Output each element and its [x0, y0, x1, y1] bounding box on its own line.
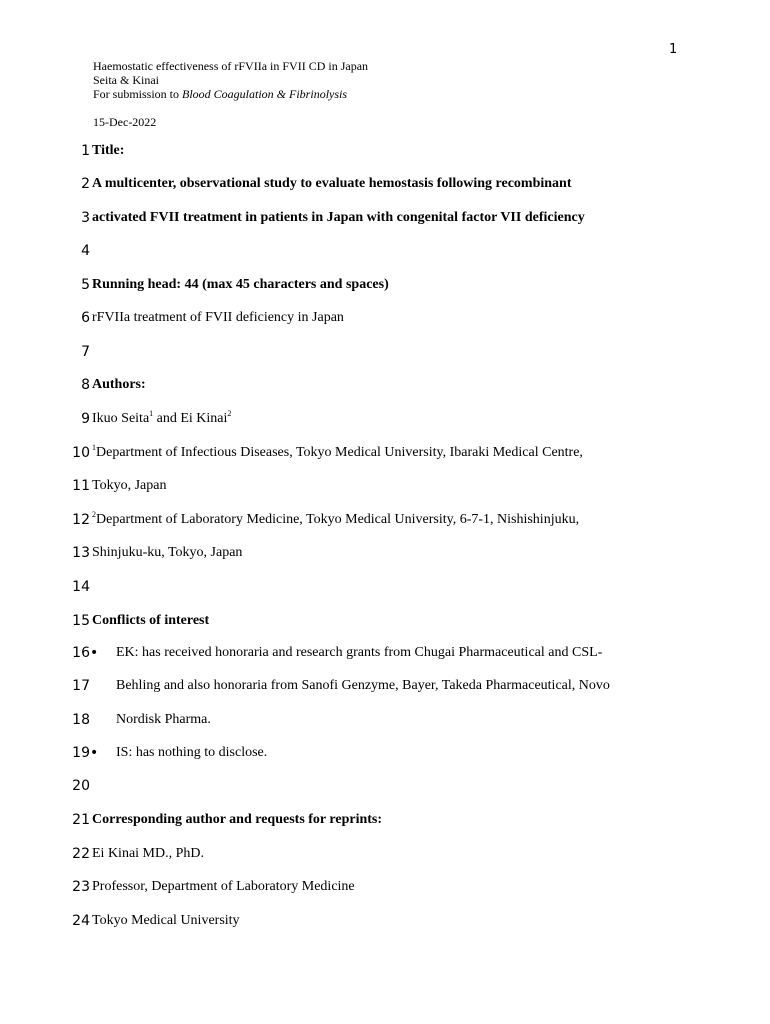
header-submission: For submission to Blood Coagulation & Fibrinolysis [93, 87, 348, 101]
line-number: 2 [81, 176, 90, 192]
bullet-icon: • [90, 645, 99, 661]
line-number: 11 [72, 478, 90, 494]
page-number: 1 [669, 42, 678, 57]
conflict-item-cont: Behling and also honoraria from Sanofi Genzyme, Bayer, Takeda Pharmaceutical, Novo [116, 678, 610, 693]
running-head-text: rFVIIa treatment of FVII deficiency in Japan [92, 310, 344, 325]
document-date: 15-Dec-2022 [93, 115, 157, 129]
line-number: 4 [81, 243, 90, 259]
line-number: 21 [72, 812, 90, 828]
header-authors: Seita & Kinai [93, 73, 159, 87]
author-names: Ikuo Seita$^1$ and Ei Kinai$^2$ [92, 409, 232, 426]
conflicts-heading: Conflicts of interest [92, 613, 210, 628]
authors-heading: Authors: [92, 377, 146, 392]
line-number: 18 [72, 712, 90, 728]
line-number: 5 [81, 277, 90, 293]
line-number: 16 [72, 645, 90, 661]
line-number: 14 [72, 579, 90, 595]
title-text: activated FVII treatment in patients in Japan with congenital factor VII deficiency [92, 210, 585, 225]
conflict-item-cont: Nordisk Pharma. [116, 712, 211, 727]
affiliation-1: $^1$Department of Infectious Diseases, Tokyo Medical University, Ibaraki Medical Centre, [92, 443, 583, 460]
bullet-icon: • [90, 745, 99, 761]
affiliation-2: $^2$Department of Laboratory Medicine, Tokyo Medical University, 6-7-1, Nishishinjuku, [92, 510, 580, 527]
corresponding-heading: Corresponding author and requests for reprints: [92, 812, 383, 827]
affiliation-1-cont: Tokyo, Japan [92, 478, 167, 493]
line-number: 3 [81, 210, 90, 226]
journal-name: Blood Coagulation & Fibrinolysis [182, 87, 348, 101]
line-number: 17 [72, 678, 90, 694]
running-head-heading: Running head: 44 (max 45 characters and spaces) [92, 277, 389, 292]
line-number: 8 [81, 377, 90, 393]
line-number: 13 [72, 545, 90, 561]
corresponding-name: Ei Kinai MD., PhD. [92, 846, 204, 861]
line-number: 9 [81, 411, 90, 427]
line-number: 23 [72, 879, 90, 895]
line-number: 7 [81, 344, 90, 360]
affiliation-2-cont: Shinjuku-ku, Tokyo, Japan [92, 545, 243, 560]
conflict-item: IS: has nothing to disclose. [116, 745, 268, 760]
conflict-item: EK: has received honoraria and research grants from Chugai Pharmaceutical and CSL- [116, 645, 603, 660]
line-number: 22 [72, 846, 90, 862]
line-number: 1 [81, 143, 90, 159]
title-text: A multicenter, observational study to evaluate hemostasis following recombinant [92, 176, 572, 191]
corresponding-position: Professor, Department of Laboratory Medicine [92, 879, 355, 894]
title-heading: Title: [92, 143, 125, 158]
line-number: 19 [72, 745, 90, 761]
line-number: 10 [72, 445, 90, 461]
running-header [93, 59, 368, 101]
line-number: 20 [72, 778, 90, 794]
header-title: Haemostatic effectiveness of rFVIIa in FVII CD in Japan [93, 59, 369, 73]
line-number: 12 [72, 512, 90, 528]
corresponding-institution: Tokyo Medical University [92, 913, 240, 928]
line-number: 15 [72, 613, 90, 629]
line-number: 6 [81, 310, 90, 326]
line-number: 24 [72, 913, 90, 929]
